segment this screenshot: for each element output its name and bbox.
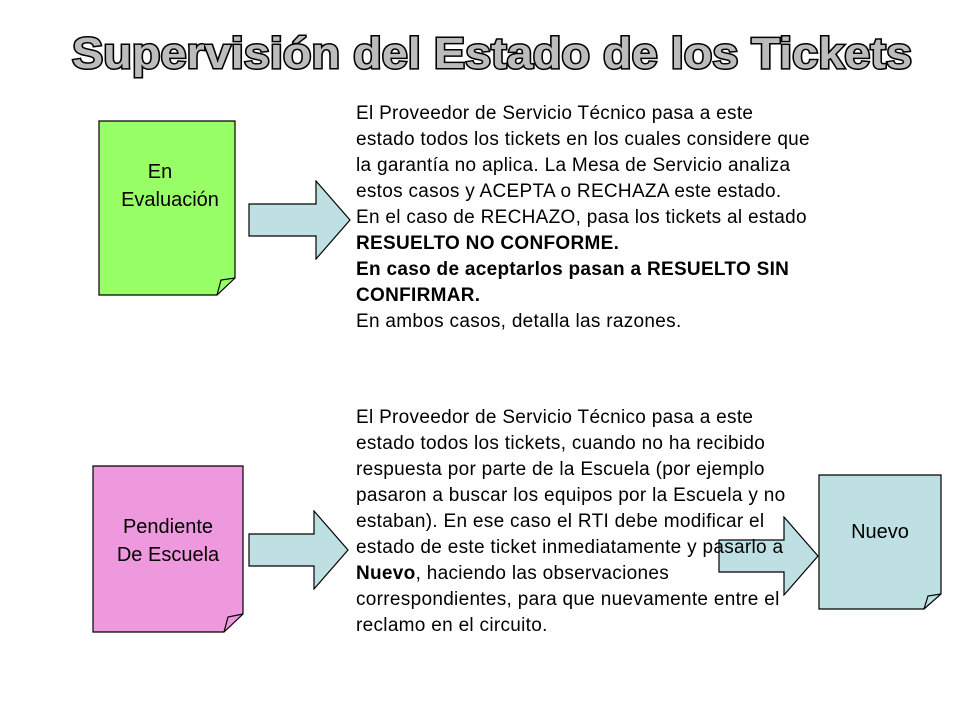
desc-text: , haciendo las observaciones correspondientes, para que nuevamente entre el reclamo en el circuito. (356, 563, 780, 636)
status-note-pendiente-de-escuela (92, 465, 244, 633)
desc-paragraph: El Proveedor de Servicio Técnico pasa a este estado todos los tickets en los cuales considere que la garantía no aplica. La Mesa de Servicio analiza estos casos y ACEPTA o RECHAZA este estado. (356, 103, 810, 202)
desc-paragraph (356, 205, 816, 257)
note-label: Nuevo (851, 521, 909, 543)
desc-paragraph: En ambos casos, detalla las razones. (356, 311, 682, 332)
arrow-right-icon (248, 510, 350, 590)
title-text: Supervisión del Estado de los Tickets (72, 29, 912, 78)
desc-bold-text: En caso de aceptarlos pasan a RESUELTO SIN CONFIRMAR. (356, 259, 790, 306)
status-note-nuevo (818, 474, 942, 610)
title-graphic (0, 20, 960, 84)
note-label-line1: En (147, 161, 173, 183)
desc-text: En el caso de RECHAZO, pasa los tickets al estado (356, 207, 807, 228)
desc-paragraph (356, 257, 816, 309)
desc-paragraph (356, 405, 816, 639)
page-title (0, 20, 960, 84)
desc-text: El Proveedor de Servicio Técnico pasa a este estado todos los tickets, cuando no ha recibido respuesta por parte de la Escuela (por ejemplo pasaron a buscar los equipos por la Escuela y no estaban). En ese caso el RTI debe modificar el estado de este ticket inmediatamente y pasarlo a (356, 407, 786, 558)
description-en-evaluacion (356, 101, 816, 335)
note-label-line1: Pendiente (122, 516, 214, 538)
status-note-en-evaluacion (98, 120, 236, 296)
description-pendiente-de-escuela (356, 405, 816, 639)
note-label-line2: Evaluación (121, 189, 219, 211)
desc-bold-text: Nuevo (356, 563, 416, 584)
note-label-line2: De Escuela (116, 544, 220, 566)
desc-bold-text: RESUELTO NO CONFORME. (356, 233, 620, 254)
arrow-right-icon (248, 180, 352, 260)
